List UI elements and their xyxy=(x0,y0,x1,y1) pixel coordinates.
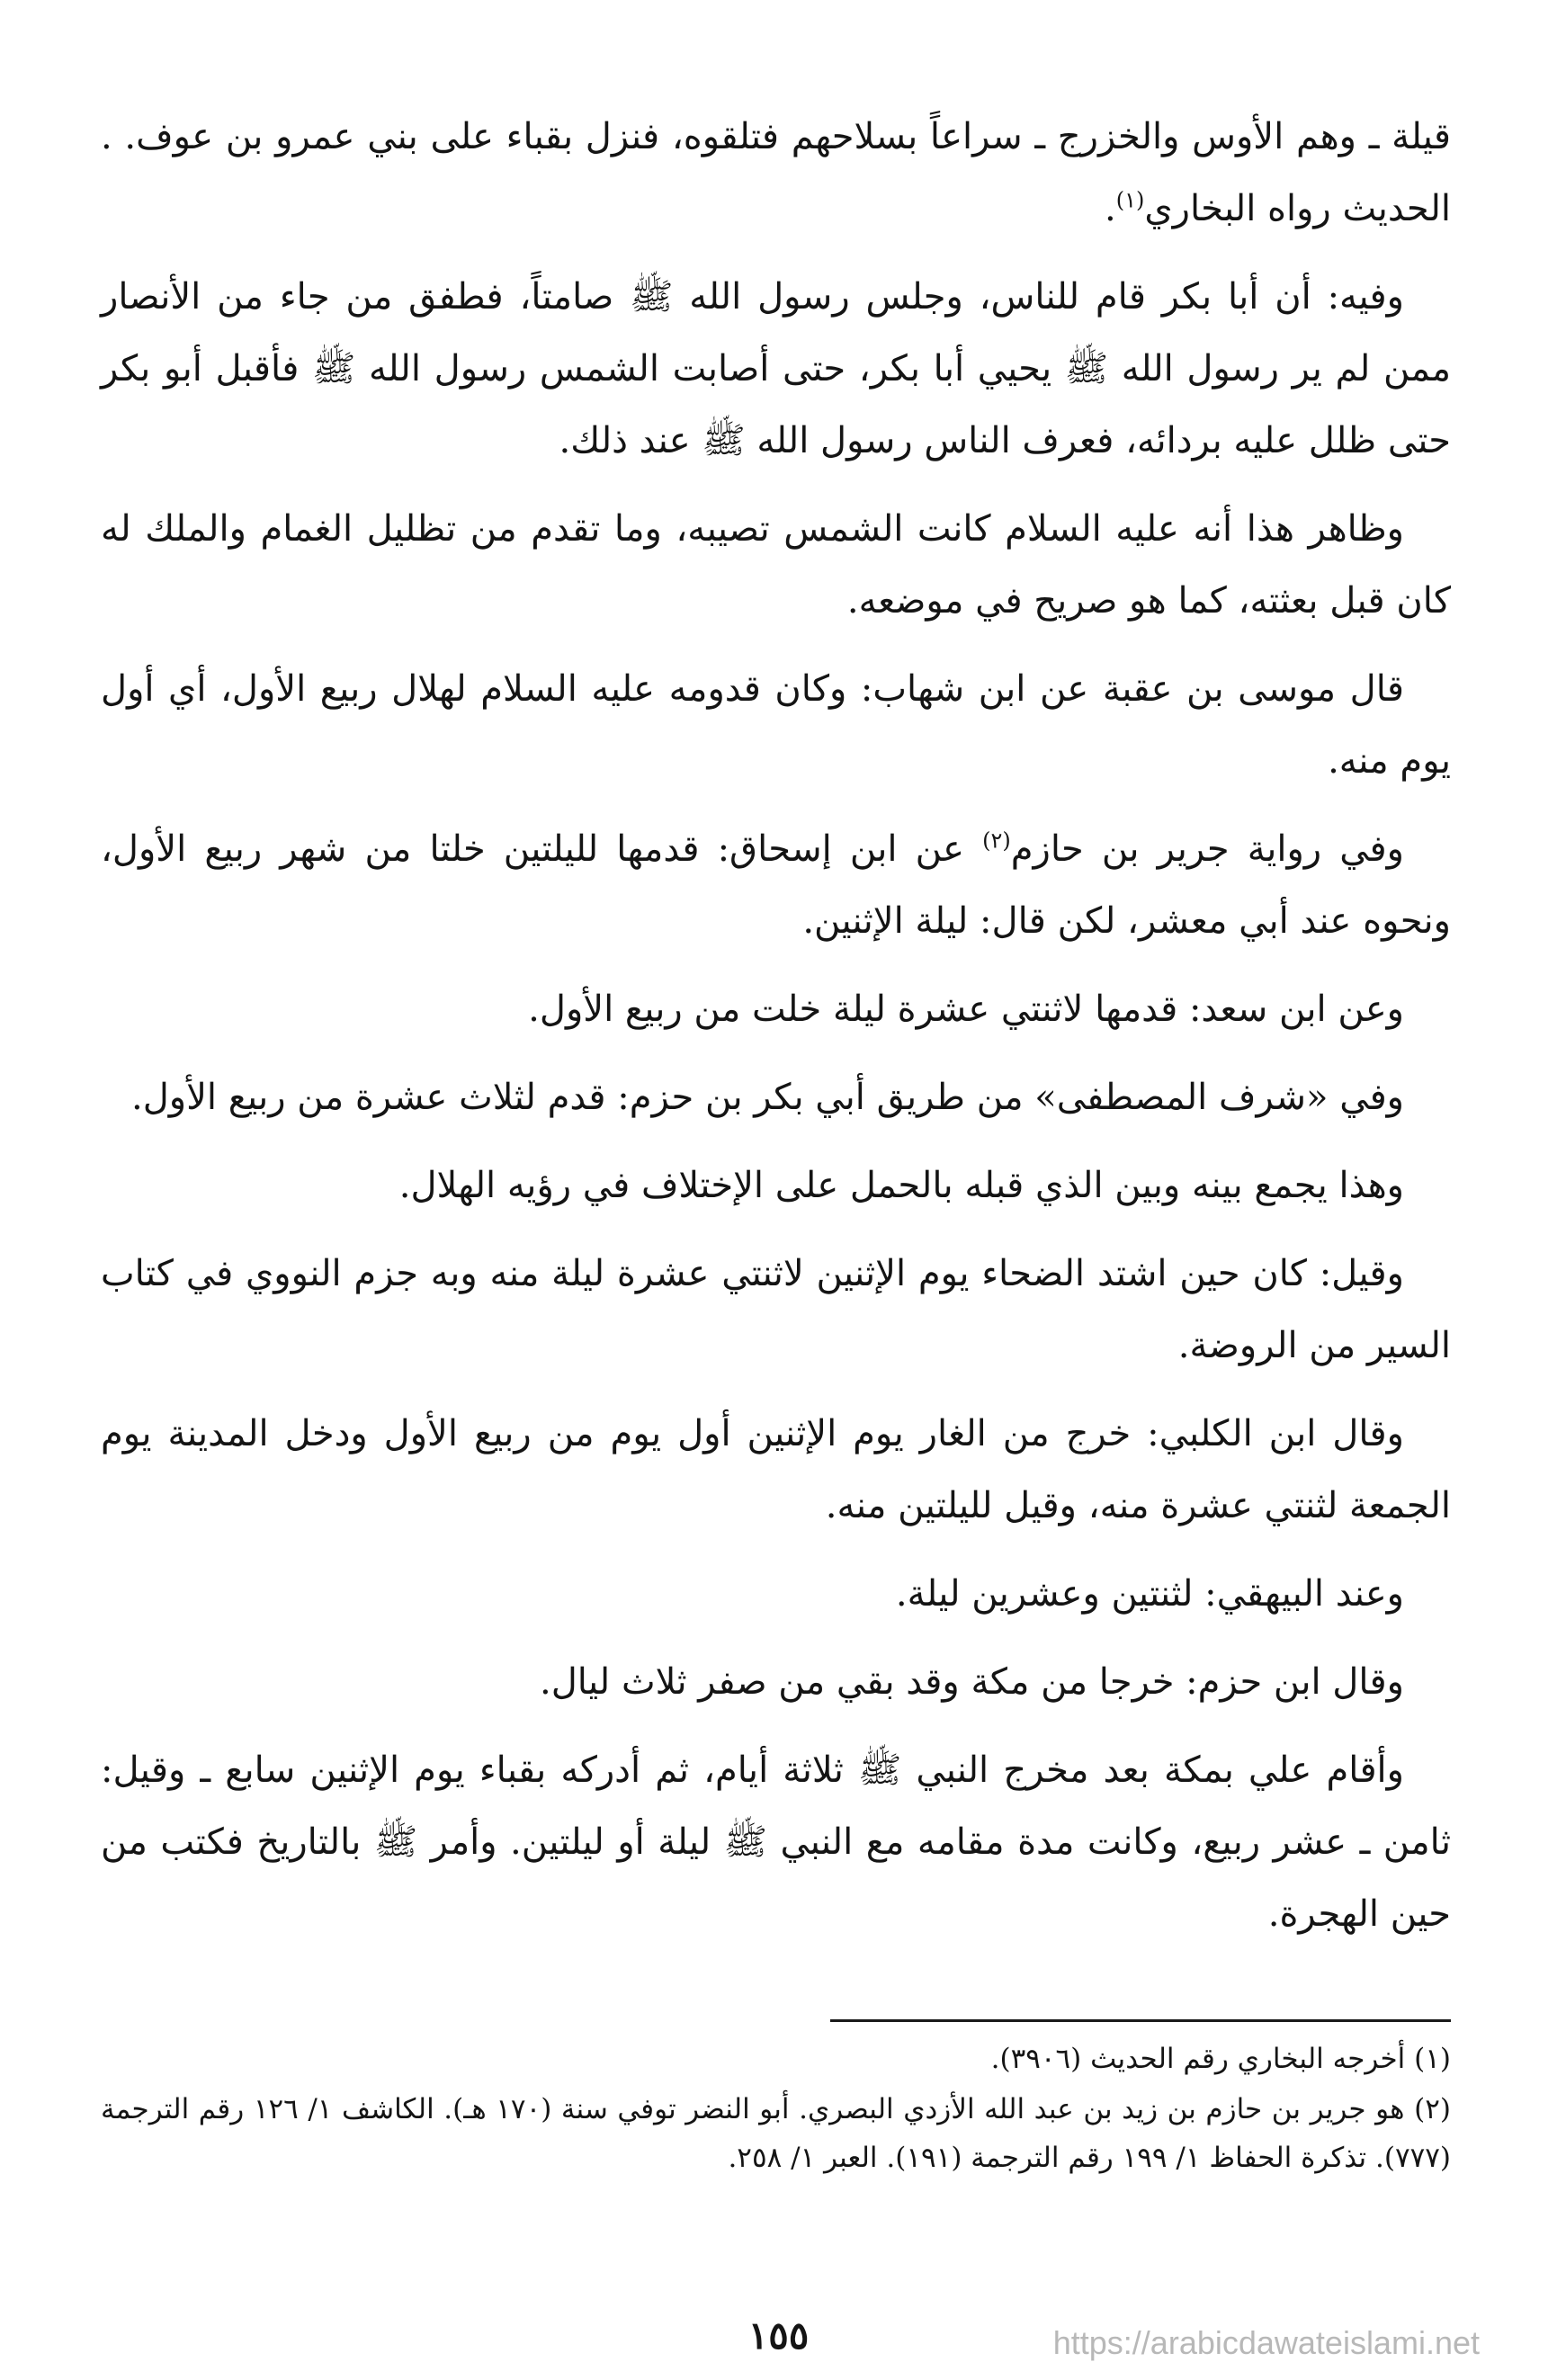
footnote-2: (٢) هو جرير بن حازم بن زيد بن عبد الله الأزدي البصري. أبو النضر توفي سنة (١٧٠ هـ). الكاشف ١/ ١٢٦ رقم الترجمة (٧٧٧). تذكرة الحفاظ ١/ ١٩٩ رقم الترجمة (١٩١). العبر ١/ ٢٥٨. xyxy=(101,2093,1451,2174)
paragraph-text: وعن ابن سعد: قدمها لاثنتي عشرة ليلة خلت من ربيع الأول. xyxy=(528,989,1404,1030)
paragraph-text: وقيل: كان حين اشتد الضحاء يوم الإثنين لاثنتي عشرة ليلة منه وبه جزم النووي في كتاب السير من الروضة. xyxy=(101,1253,1451,1366)
paragraph-text: قيلة ـ وهم الأوس والخزرج ـ سراعاً بسلاحهم فتلقوه، فنزل بقباء على بني عمرو بن عوف. . الحديث رواه البخاري xyxy=(101,116,1451,229)
footnotes-section xyxy=(101,2035,1451,2184)
paragraph-13 xyxy=(101,1734,1451,1950)
paragraph-8 xyxy=(101,1150,1451,1221)
paragraph-text-tail: عن ابن إسحاق: قدمها لليلتين خلتا من شهر ربيع الأول، ونحوه عند أبي معشر، لكن قال: ليلة الإثنين. xyxy=(101,828,1451,942)
paragraph-4 xyxy=(101,653,1451,797)
paragraph-text: وفي «شرف المصطفى» من طريق أبي بكر بن حزم: قدم لثلاث عشرة من ربيع الأول. xyxy=(131,1077,1404,1118)
paragraph-text: وفيه: أن أبا بكر قام للناس، وجلس رسول الله ﷺ صامتاً، فطفق من جاء من الأنصار ممن لم ير رسول الله ﷺ يحيي أبا بكر، حتى أصابت الشمس رسول الله ﷺ فأقبل أبو بكر حتى ظلل عليه بردائه، فعرف الناس رسول الله ﷺ عند ذلك. xyxy=(101,276,1451,461)
paragraph-text-tail: . xyxy=(1104,188,1116,229)
paragraph-11 xyxy=(101,1558,1451,1630)
paragraph-10 xyxy=(101,1398,1451,1542)
paragraph-text: وظاهر هذا أنه عليه السلام كانت الشمس تصيبه، وما تقدم من تظليل الغمام والملك له كان قبل بعثته، كما هو صريح في موضعه. xyxy=(101,508,1451,622)
paragraph-1 xyxy=(101,101,1451,245)
paragraph-text: وعند البيهقي: لثنتين وعشرين ليلة. xyxy=(895,1573,1404,1615)
paragraph-5 xyxy=(101,813,1451,957)
paragraph-12 xyxy=(101,1646,1451,1718)
paragraph-text: قال موسى بن عقبة عن ابن شهاب: وكان قدومه عليه السلام لهلال ربيع الأول، أي أول يوم منه. xyxy=(101,668,1451,782)
page-number: ١٥٥ xyxy=(747,2313,810,2358)
paragraph-text: وفي رواية جرير بن حازم xyxy=(1010,828,1404,870)
footnote-reference-2: (٢) xyxy=(982,828,1011,854)
watermark-url: https://arabicdawateislami.net xyxy=(1052,2324,1480,2361)
paragraph-text: وقال ابن حزم: خرجا من مكة وقد بقي من صفر ثلاث ليال. xyxy=(540,1661,1404,1703)
paragraph-9 xyxy=(101,1238,1451,1382)
paragraph-2 xyxy=(101,261,1451,477)
paragraph-6 xyxy=(101,973,1451,1045)
footnote-divider xyxy=(830,2019,1451,2022)
paragraph-text: وهذا يجمع بينه وبين الذي قبله بالحمل على الإختلاف في رؤيه الهلال. xyxy=(398,1165,1404,1206)
footnote-1: (١) أخرجه البخاري رقم الحديث (٣٩٠٦). xyxy=(990,2043,1451,2075)
main-text-body xyxy=(101,101,1451,1966)
paragraph-text: وقال ابن الكلبي: خرج من الغار يوم الإثنين أول يوم من ربيع الأول ودخل المدينة يوم الجمعة لثنتي عشرة منه، وقيل لليلتين منه. xyxy=(101,1413,1451,1526)
paragraph-3 xyxy=(101,493,1451,637)
footnote-reference-1: (١) xyxy=(1115,187,1145,213)
paragraph-text: وأقام علي بمكة بعد مخرج النبي ﷺ ثلاثة أيام، ثم أدركه بقباء يوم الإثنين سابع ـ وقيل: ثامن ـ عشر ربيع، وكانت مدة مقامه مع النبي ﷺ ليلة أو ليلتين. وأمر ﷺ بالتاريخ فكتب من حين الهجرة. xyxy=(101,1749,1451,1935)
paragraph-7 xyxy=(101,1061,1451,1133)
